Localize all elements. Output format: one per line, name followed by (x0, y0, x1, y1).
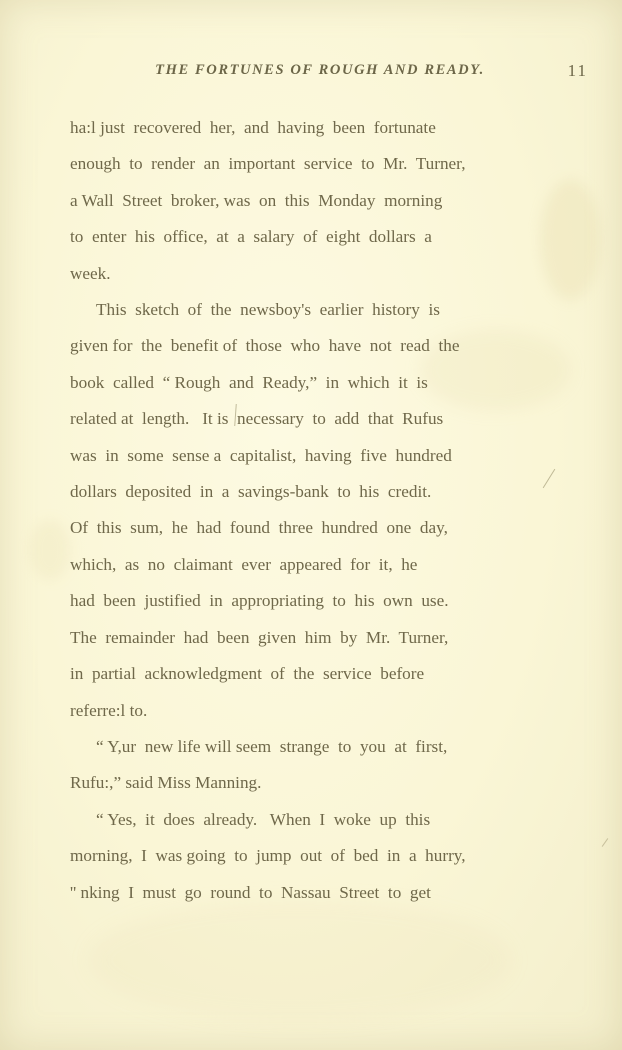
paragraph (70, 292, 552, 729)
line-text: enough to render an important service to Mr. Turner, (70, 154, 466, 174)
line-text: a Wall Street broker, was on this Monday morning (70, 190, 443, 210)
line-text: had been justified in appropriating to his own use. (70, 591, 449, 611)
text-line (70, 583, 552, 619)
text-line (70, 547, 552, 583)
running-head: THE FORTUNES OF ROUGH AND READY. (155, 62, 485, 78)
line-text: was in some sense a capitalist, having five hundred (70, 445, 452, 465)
line-text: in partial acknowledgment of the service before (70, 664, 425, 684)
line-text: The remainder had been given him by Mr. Turner, (70, 627, 449, 647)
text-line (70, 401, 552, 437)
paper-stain (90, 900, 510, 1020)
text-line (70, 292, 552, 328)
line-text: “ Y,ur new life will seem strange to you at first, (96, 736, 448, 756)
line-text: This sketch of the newsboy's earlier history is (96, 300, 440, 320)
text-line (70, 474, 552, 510)
page-body (70, 110, 552, 911)
text-line (70, 510, 552, 546)
text-line (70, 219, 552, 255)
text-line (70, 875, 552, 911)
text-line (70, 656, 552, 692)
text-line (70, 838, 552, 874)
line-text: which, as no claimant ever appeared for it, he (70, 554, 418, 574)
text-line (70, 146, 552, 182)
text-line (70, 620, 552, 656)
text-line (70, 183, 552, 219)
paragraph (70, 729, 552, 802)
text-line (70, 729, 552, 765)
paragraph (70, 110, 552, 292)
text-line: referre:l to. (70, 700, 148, 720)
line-text: dollars deposited in a savings-bank to his credit. (70, 482, 432, 502)
text-line (70, 438, 552, 474)
line-text: '' nking I must go round to Nassau Street to get (70, 882, 431, 902)
text-line (70, 365, 552, 401)
line-text: given for the benefit of those who have not read the (70, 336, 460, 356)
line-text: Of this sum, he had found three hundred one day, (70, 518, 448, 538)
line-text: morning, I was going to jump out of bed in a hurry, (70, 846, 466, 866)
text-line (70, 802, 552, 838)
text-line: Rufu:,” said Miss Manning. (70, 773, 262, 793)
paper-stain (30, 520, 70, 580)
ink-stray-mark (602, 838, 609, 847)
line-text: ha:l just recovered her, and having been fortunate (70, 118, 436, 137)
line-text: related at length. It is necessary to add that Rufus (70, 409, 444, 429)
line-text: “ Yes, it does already. When I woke up this (96, 809, 431, 829)
line-text: to enter his office, at a salary of eight dollars a (70, 227, 432, 247)
page-number: 11 (567, 61, 588, 80)
text-line (70, 110, 552, 146)
text-line: week. (70, 263, 111, 283)
page-header (0, 62, 622, 84)
line-text: book called “ Rough and Ready,” in which it is (70, 372, 428, 392)
paragraph (70, 802, 552, 911)
text-line (70, 328, 552, 364)
